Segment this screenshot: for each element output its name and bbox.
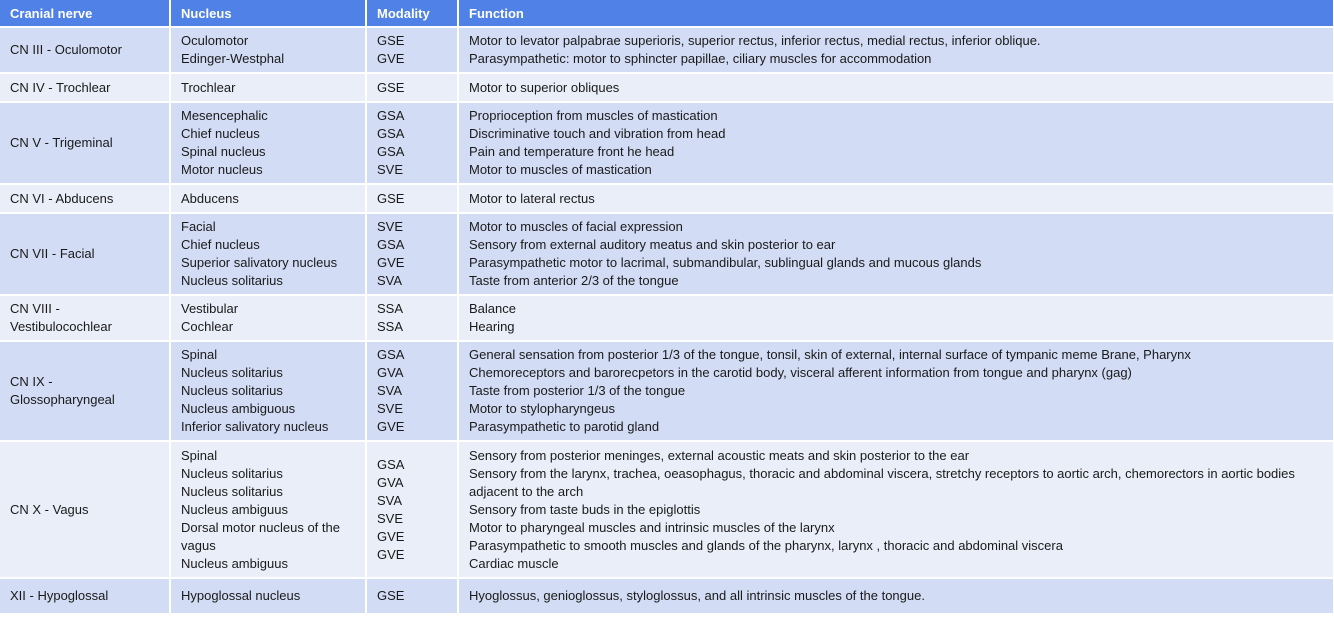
header-nucleus: Nucleus <box>170 0 366 27</box>
function-item: Sensory from external auditory meatus and skin posterior to ear <box>469 237 836 252</box>
cranial-nerve-cell: XII - Hypoglossal <box>0 578 170 614</box>
nucleus-item: Edinger-Westphal <box>181 51 285 66</box>
nucleus-cell <box>170 184 366 213</box>
function-cell <box>458 341 1334 441</box>
table-row <box>0 184 1334 213</box>
nucleus-item: Inferior salivatory nucleus <box>181 419 329 434</box>
header-row <box>0 0 1334 27</box>
nucleus-item: Vestibular <box>181 301 239 316</box>
nucleus-item: Nucleus ambiguous <box>181 401 296 416</box>
nucleus-item: Nucleus solitarius <box>181 383 283 398</box>
modality-cell <box>366 73 458 102</box>
nucleus-item: Motor nucleus <box>181 162 263 177</box>
header-function: Function <box>458 0 1334 27</box>
function-cell <box>458 295 1334 341</box>
cranial-nerve-cell: CN IX - Glossopharyngeal <box>0 341 170 441</box>
function-item: Motor to muscles of mastication <box>469 162 652 177</box>
modality-cell <box>366 341 458 441</box>
nucleus-item: Cochlear <box>181 319 234 334</box>
modality-item: GSA <box>377 126 405 141</box>
function-item: Sensory from taste buds in the epiglottis <box>469 501 701 517</box>
nucleus-item: Nucleus ambiguus <box>181 555 288 571</box>
function-item: Motor to pharyngeal muscles and intrinsic muscles of the larynx <box>469 519 835 535</box>
modality-item: SSA <box>377 301 404 316</box>
modality-item: GSA <box>377 347 405 362</box>
function-cell <box>458 27 1334 73</box>
modality-item: GSE <box>377 190 405 206</box>
modality-cell <box>366 102 458 184</box>
nucleus-item: Chief nucleus <box>181 126 260 141</box>
nucleus-item: Abducens <box>181 190 239 206</box>
function-item: General sensation from posterior 1/3 of the tongue, tonsil, skin of external, internal surface of tympanic meme Brane, Pharynx <box>469 347 1191 362</box>
modality-item: SVE <box>377 219 404 234</box>
cranial-nerve-cell: CN III - Oculomotor <box>0 27 170 73</box>
modality-item: GVE <box>377 419 405 434</box>
table-row <box>0 73 1334 102</box>
modality-cell <box>366 184 458 213</box>
nucleus-cell <box>170 27 366 73</box>
function-item: Hyoglossus, genioglossus, styloglossus, and all intrinsic muscles of the tongue. <box>469 588 925 603</box>
modality-item: GVA <box>377 474 404 490</box>
function-item: Parasympathetic to smooth muscles and glands of the pharynx, larynx , thoracic and abdominal viscera <box>469 537 1063 553</box>
modality-cell <box>366 295 458 341</box>
table-row <box>0 441 1334 578</box>
nucleus-item: Oculomotor <box>181 33 249 48</box>
modality-item: SVE <box>377 510 404 526</box>
nucleus-item: Chief nucleus <box>181 237 260 252</box>
cranial-nerve-cell: CN IV - Trochlear <box>0 73 170 102</box>
modality-item: GSA <box>377 144 405 159</box>
modality-item: SSA <box>377 319 404 334</box>
cranial-nerve-cell: CN X - Vagus <box>0 441 170 578</box>
nucleus-item: Nucleus ambiguus <box>181 501 288 517</box>
modality-item: GVE <box>377 51 405 66</box>
nucleus-item: Nucleus solitarius <box>181 465 283 481</box>
nucleus-cell <box>170 73 366 102</box>
modality-item: GSE <box>377 79 405 95</box>
modality-item: GSE <box>377 33 405 48</box>
nucleus-item: Trochlear <box>181 79 236 95</box>
nucleus-item: Facial <box>181 219 216 234</box>
modality-item: GVA <box>377 365 404 380</box>
function-item: Parasympathetic to parotid gland <box>469 419 660 434</box>
modality-item: GVE <box>377 255 405 270</box>
modality-item: SVE <box>377 162 404 177</box>
function-item: Discriminative touch and vibration from head <box>469 126 726 141</box>
function-item: Parasympathetic: motor to sphincter papillae, ciliary muscles for accommodation <box>469 51 932 66</box>
function-cell <box>458 441 1334 578</box>
header-modality: Modality <box>366 0 458 27</box>
modality-cell <box>366 441 458 578</box>
modality-item: SVA <box>377 492 403 508</box>
table-row <box>0 295 1334 341</box>
nucleus-cell <box>170 341 366 441</box>
function-cell <box>458 102 1334 184</box>
function-item: Sensory from the larynx, trachea, oeasophagus, thoracic and abdominal viscera, stretchy receptors to aortic arch, chemorectors in aortic bodies adjacent to the arch <box>469 465 1295 499</box>
function-item: Motor to lateral rectus <box>469 190 595 206</box>
modality-item: GSA <box>377 108 405 123</box>
function-cell <box>458 578 1334 614</box>
function-item: Chemoreceptors and barorecpetors in the carotid body, visceral afferent information from tongue and pharynx (gag) <box>469 365 1132 380</box>
nucleus-cell <box>170 441 366 578</box>
function-cell <box>458 73 1334 102</box>
function-item: Motor to stylopharyngeus <box>469 401 615 416</box>
table-row <box>0 27 1334 73</box>
header-cranial-nerve: Cranial nerve <box>0 0 170 27</box>
cranial-nerve-cell: CN VI - Abducens <box>0 184 170 213</box>
function-item: Proprioception from muscles of mastication <box>469 108 718 123</box>
nucleus-item: Mesencephalic <box>181 108 268 123</box>
nucleus-cell <box>170 213 366 295</box>
modality-item: GSE <box>377 588 405 603</box>
function-cell <box>458 184 1334 213</box>
nucleus-item: Nucleus solitarius <box>181 365 283 380</box>
cranial-nerve-cell: CN VIII - Vestibulocochlear <box>0 295 170 341</box>
function-item: Motor to muscles of facial expression <box>469 219 683 234</box>
modality-cell <box>366 578 458 614</box>
function-item: Balance <box>469 301 516 316</box>
modality-item: SVA <box>377 383 403 398</box>
nucleus-item: Spinal nucleus <box>181 144 266 159</box>
modality-cell <box>366 213 458 295</box>
function-item: Motor to levator palpabrae superioris, superior rectus, inferior rectus, medial rectus, inferior oblique. <box>469 33 1041 48</box>
nucleus-item: Superior salivatory nucleus <box>181 255 338 270</box>
modality-item: GSA <box>377 456 405 472</box>
function-cell <box>458 213 1334 295</box>
modality-item: SVA <box>377 273 403 288</box>
function-item: Taste from posterior 1/3 of the tongue <box>469 383 686 398</box>
table-row <box>0 578 1334 614</box>
nucleus-item: Spinal <box>181 347 218 362</box>
cranial-nerve-cell: CN VII - Facial <box>0 213 170 295</box>
nucleus-item: Nucleus solitarius <box>181 483 283 499</box>
nucleus-item: Hypoglossal nucleus <box>181 588 301 603</box>
modality-item: GVE <box>377 528 405 544</box>
nucleus-cell <box>170 102 366 184</box>
function-item: Taste from anterior 2/3 of the tongue <box>469 273 679 288</box>
nucleus-item: Dorsal motor nucleus of the vagus <box>181 519 340 553</box>
table-row <box>0 102 1334 184</box>
cranial-nerve-cell: CN V - Trigeminal <box>0 102 170 184</box>
function-item: Parasympathetic motor to lacrimal, submandibular, sublingual glands and mucous glands <box>469 255 982 270</box>
table-row <box>0 341 1334 441</box>
modality-item: GSA <box>377 237 405 252</box>
function-item: Motor to superior obliques <box>469 79 620 95</box>
nucleus-item: Spinal <box>181 447 218 463</box>
modality-cell <box>366 27 458 73</box>
function-item: Hearing <box>469 319 515 334</box>
function-item: Sensory from posterior meninges, external acoustic meats and skin posterior to the ear <box>469 447 970 463</box>
nucleus-cell <box>170 295 366 341</box>
modality-item: GVE <box>377 546 405 562</box>
nucleus-cell <box>170 578 366 614</box>
function-item: Pain and temperature front he head <box>469 144 675 159</box>
table-row <box>0 213 1334 295</box>
nucleus-item: Nucleus solitarius <box>181 273 283 288</box>
modality-item: SVE <box>377 401 404 416</box>
function-item: Cardiac muscle <box>469 555 559 571</box>
